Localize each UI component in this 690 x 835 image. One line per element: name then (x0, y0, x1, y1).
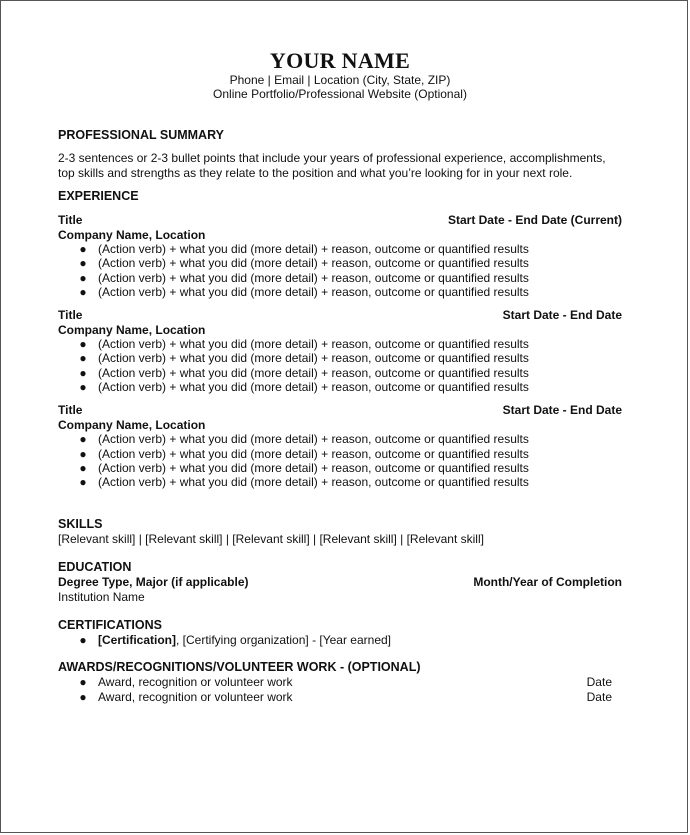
bullet-icon: ● (79, 365, 87, 380)
resume-content (58, 49, 622, 704)
job-title-row (58, 403, 622, 418)
bullet-icon: ● (79, 460, 87, 475)
bullet-text: (Action verb) + what you did (more detail) + reason, outcome or quantified results (98, 460, 529, 475)
summary-line-2: top skills and strengths as they relate to the position and what you’re looking for in your next role. (58, 165, 573, 180)
job-company: Company Name, Location (58, 322, 206, 337)
list-item (78, 432, 622, 446)
award-text: Award, recognition or volunteer work (98, 675, 293, 690)
experience-heading: EXPERIENCE (58, 189, 139, 203)
education-row (58, 575, 622, 590)
bullet-icon: ● (79, 633, 87, 648)
bullet-text: (Action verb) + what you did (more detail) + reason, outcome or quantified results (98, 256, 529, 271)
job-entry (58, 213, 622, 299)
degree: Degree Type, Major (if applicable) (58, 575, 249, 590)
summary-line-1: 2-3 sentences or 2-3 bullet points that include your years of professional experience, accomplishments, (58, 151, 606, 165)
list-item (78, 285, 622, 299)
bullet-icon: ● (79, 446, 87, 461)
certification-details: , [Certifying organization] - [Year earned] (176, 633, 392, 648)
list-item (78, 447, 622, 461)
bullet-icon: ● (79, 337, 87, 352)
institution-name: Institution Name (58, 589, 145, 604)
bullet-text: (Action verb) + what you did (more detail) + reason, outcome or quantified results (98, 242, 529, 256)
award-text: Award, recognition or volunteer work (98, 689, 293, 704)
list-item (78, 256, 622, 270)
certification-name: [Certification] (98, 633, 176, 648)
list-item (78, 475, 622, 489)
job-bullets (58, 432, 622, 489)
awards-heading: AWARDS/RECOGNITIONS/VOLUNTEER WORK - (OPTIONAL) (58, 660, 421, 675)
list-item (78, 242, 622, 256)
skills-heading: SKILLS (58, 516, 103, 531)
bullet-text: (Action verb) + what you did (more detail) + reason, outcome or quantified results (98, 270, 529, 285)
list-item (78, 633, 622, 647)
contact-line: Phone | Email | Location (City, State, ZIP) (229, 73, 451, 87)
bullet-text: (Action verb) + what you did (more detail) + reason, outcome or quantified results (98, 365, 529, 380)
education-heading: EDUCATION (58, 560, 132, 575)
job-title-row (58, 308, 622, 323)
bullet-icon: ● (79, 475, 87, 490)
list-item (78, 366, 622, 380)
job-title: Title (58, 213, 83, 227)
bullet-icon: ● (79, 675, 87, 690)
certification-list (58, 633, 622, 647)
list-item (78, 337, 622, 351)
job-title: Title (58, 403, 83, 418)
bullet-text: (Action verb) + what you did (more detail) + reason, outcome or quantified results (98, 351, 529, 366)
bullet-icon: ● (79, 242, 87, 256)
bullet-text: (Action verb) + what you did (more detail) + reason, outcome or quantified results (98, 284, 529, 299)
website-line: Online Portfolio/Professional Website (Optional) (213, 87, 467, 101)
job-entry (58, 308, 622, 394)
bullet-text: (Action verb) + what you did (more detail) + reason, outcome or quantified results (98, 380, 529, 395)
bullet-icon: ● (79, 689, 87, 704)
bullet-icon: ● (79, 380, 87, 395)
job-title: Title (58, 308, 83, 323)
job-company: Company Name, Location (58, 227, 206, 242)
summary-heading: PROFESSIONAL SUMMARY (58, 128, 224, 142)
job-company: Company Name, Location (58, 417, 206, 432)
bullet-icon: ● (79, 351, 87, 366)
list-item (78, 380, 622, 394)
list-item (78, 271, 622, 285)
completion-date: Month/Year of Completion (473, 575, 622, 590)
award-date: Date (586, 689, 612, 704)
list-item (78, 461, 622, 475)
job-bullets (58, 337, 622, 394)
awards-list (58, 675, 622, 704)
job-entry (58, 403, 622, 489)
bullet-text: (Action verb) + what you did (more detail) + reason, outcome or quantified results (98, 475, 529, 490)
bullet-icon: ● (79, 284, 87, 299)
bullet-text: (Action verb) + what you did (more detail) + reason, outcome or quantified results (98, 337, 529, 352)
bullet-icon: ● (79, 256, 87, 271)
bullet-text: (Action verb) + what you did (more detail) + reason, outcome or quantified results (98, 432, 529, 447)
skills-line: [Relevant skill] | [Relevant skill] | [Relevant skill] | [Relevant skill] | [Relevant skill] (58, 531, 484, 546)
job-bullets (58, 242, 622, 299)
job-title-row (58, 213, 622, 228)
job-dates: Start Date - End Date (502, 308, 622, 323)
job-dates: Start Date - End Date (Current) (447, 213, 622, 227)
certifications-heading: CERTIFICATIONS (58, 618, 162, 633)
list-item (78, 351, 622, 365)
job-dates: Start Date - End Date (502, 403, 622, 418)
bullet-text: (Action verb) + what you did (more detail) + reason, outcome or quantified results (98, 446, 529, 461)
bullet-icon: ● (79, 270, 87, 285)
list-item (78, 675, 622, 689)
list-item (78, 690, 622, 704)
award-date: Date (586, 675, 612, 690)
bullet-icon: ● (79, 432, 87, 447)
candidate-name: YOUR NAME (269, 48, 411, 73)
